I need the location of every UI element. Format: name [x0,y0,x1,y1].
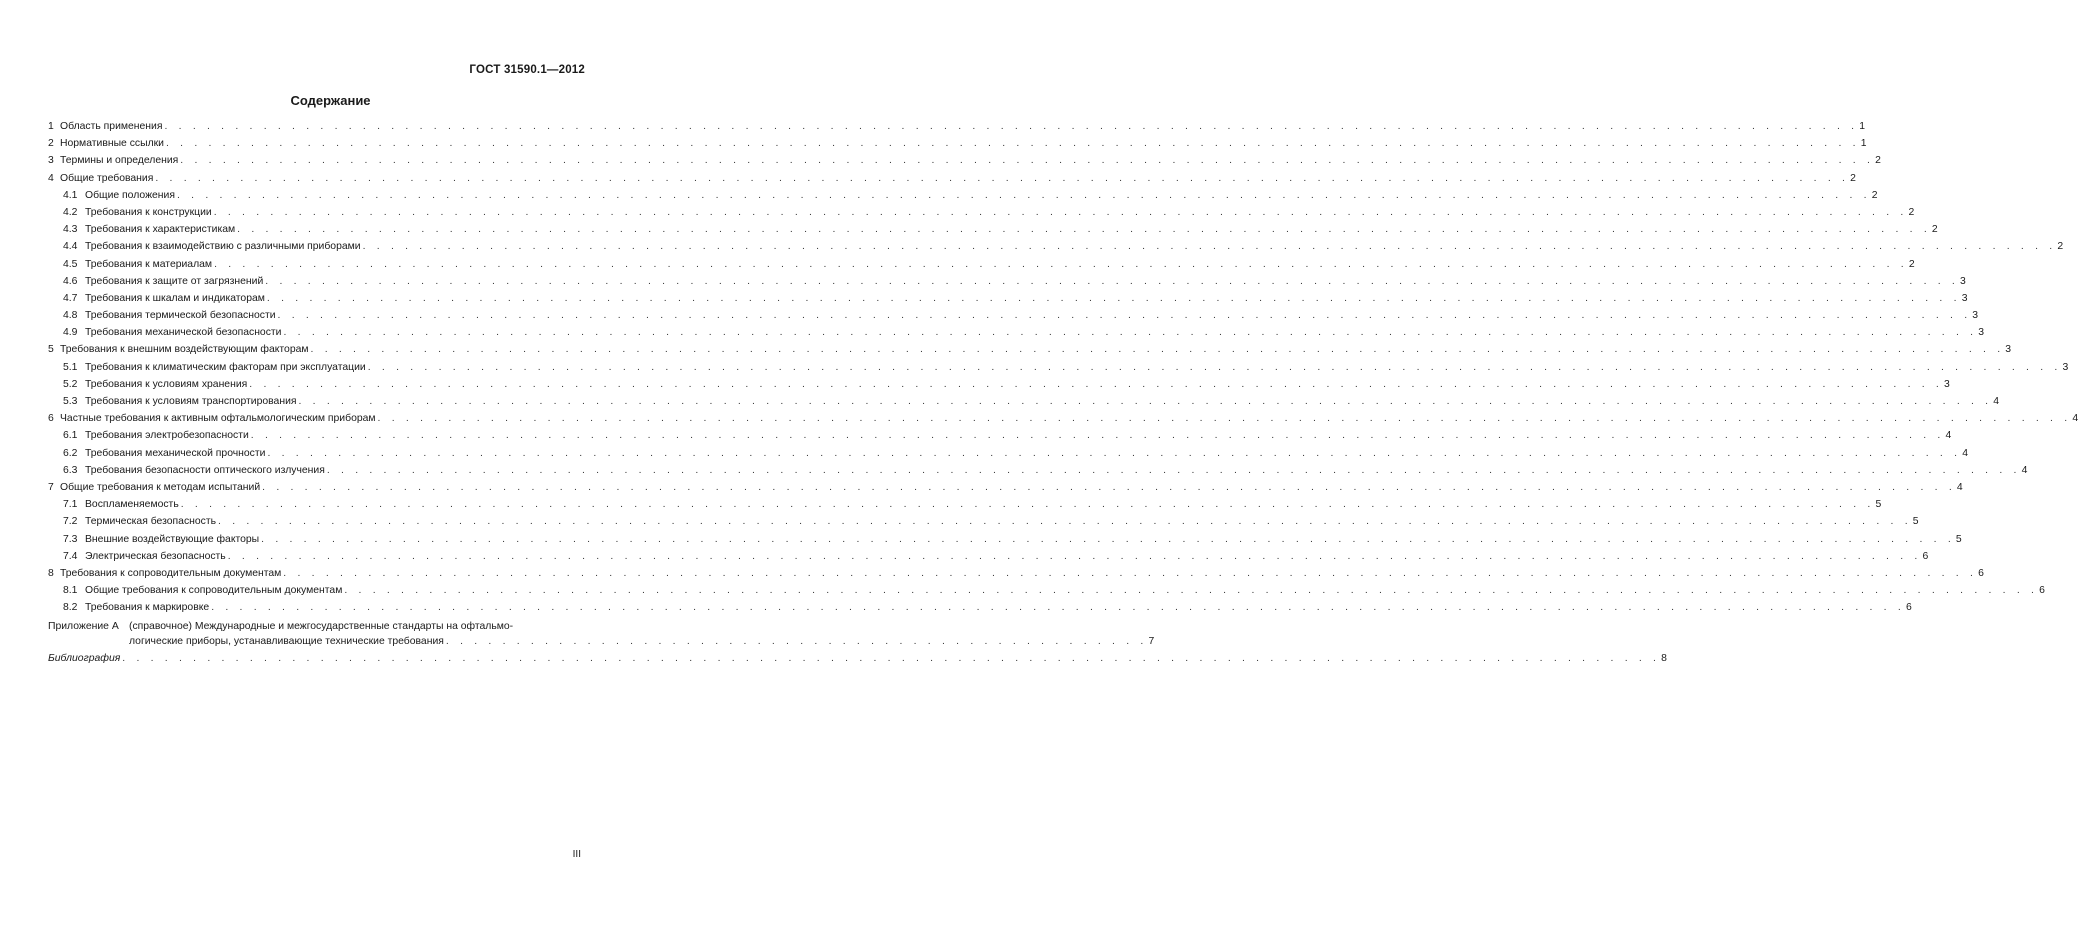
toc-entry[interactable] [48,499,1882,516]
toc-entry[interactable] [48,361,2069,379]
leader-dots: . . . . . . . . . . . . . . . . . . . . . . . . . . . . . . . . . . . . . . . . . . . . . . . . . . . . . . . . . . . . . . . . . . . . . . . . . . . . . . . . . . . . . . . . . . . . . . . . . . . . . . . . . . . . . . . . . . . . . . . . [310,344,2005,356]
toc-entry[interactable] [48,378,1950,396]
toc-entry-label: Требования термической безопасности [85,310,276,322]
leader-dots: . . . . . . . . . . . . . . . . . . . . . . . . . . . . . . . . . . . . . . . . . . . . . . . . . . . . . . . . . . . . . . . . . . . . . . . . . . . . . . . . . . . . . . . . . . . . . . . . . . . . . . . . . . . . . . . . . . . . . . . . [165,138,1860,150]
leader-dots: . . . . . . . . . . . . . . . . . . . . . . . . . . . . . . . . . . . . . . . . . . . . . . . . . . . . . . . . . . . . . . . . . . . . . . . . . . . . . . . . . . . . . . . . . . . . . . . . . . . . . . . . . . . . . . . . . . . . . . . . [164,121,1859,132]
toc-entry-label: Общие требования к методам испытаний [60,481,261,493]
toc-entry-page-number: 6 [1922,550,1929,562]
leader-dots: . . . . . . . . . . . . . . . . . . . . . . . . . . . . . . . . . . . . . . . . . . . . . . . . . . . . . . . . . . . . . . . . . . . . . . . . . . . . . . . . . . . . . . . . . . . . . . . . . . . . . . . . . . . . . . . . . . . . . . . . [180,155,1875,167]
toc-bibliography-entry[interactable] [48,653,1667,670]
toc-entry-label: Термины и определения [60,155,179,167]
toc-entry-label: Требования механической безопасности [85,327,282,339]
leader-dots: . . . . . . . . . . . . . . . . . . . . . . . . . . . . . . . . . . . . . . . . . . . . . . . . . . . . . . . . . . . . . . . . . . . . . . . . . . . . . . . . . . . . . . . . . . . . . . . . . . . . . . . . . . . . . . . . . . . . . . . . [298,396,1993,407]
toc-entry-number: 6 [48,413,54,425]
toc-entry-page-number: 3 [2005,344,2012,356]
toc-entry-label: Внешние воздействующие факторы [85,533,260,545]
toc-entry[interactable] [48,206,1915,224]
toc-entry-page-number: 4 [1993,396,2000,407]
toc-entry-page-number: 1 [1859,121,1866,132]
toc-entry-label: Электрическая безопасность [85,550,226,562]
toc-entry-label: Термическая безопасность [85,516,217,528]
toc-entry-page-number: 6 [1978,567,1984,579]
toc-entry-page-number: 6 [2039,585,2045,597]
toc-entry-page-number: 4 [2021,464,2028,476]
toc-entry-label: Требования к маркировке [85,602,210,614]
toc-entry-number: 7 [48,481,54,493]
toc-entry-number: 8 [48,567,54,579]
appendix-page-number: 7 [1148,636,1155,648]
toc-entry-page-number: 3 [2062,361,2069,373]
appendix-body [129,621,1154,653]
toc-entry-label: Требования к характеристикам [85,224,236,236]
toc-entry-page-number: 2 [1850,172,1856,184]
toc-entry-label: Требования к условиям транспортирования [85,396,297,407]
leader-dots: . . . . . . . . . . . . . . . . . . . . . . . . . . . . . . . . . . . . . . . . . . . . . . . . . . . . . . . . . . . . . . . . . . . . . . . . . . . . . . . . . . . . . . . . . . . . . . . . . . . . . . . . . . . . . . . . . . . . . . . . [218,516,1912,528]
toc-entry-page-number: 3 [1978,327,1985,339]
toc-entry-number: 5.1 [63,361,78,373]
toc-entry-number: 5.3 [63,396,78,407]
toc-entry-page-number: 6 [1905,602,1912,614]
toc-entry[interactable] [48,172,1856,190]
leader-dots: . . . . . . . . . . . . . . . . . . . . . . . . . . . . . . . . . . . . . . . . . . . . . . . . . . . . . . . . . . . . . . . . . . . . . . . . . . . . . . . . . . . . . . . . . . . . . . . . . . . . . . . . . . . . . . . . . . . . . . . . [213,206,1908,218]
leader-dots: . . . . . . . . . . . . . . . . . . . . . . . . . . . . . . . . . . . . . . . . . . . . . . . . . . . . . . . . . . . . . . . . . . . . . . . . . . . . . . . . . . . . . . . . . . . . . . . . . . . . . . . . . . . . . . . . . . . . . . . . [265,275,1960,287]
leader-dots: . . . . . . . . . . . . . . . . . . . . . . . . . . . . . . . . . . . . . . . . . . . . . . . . . . . . . . . . . . . . . . . . . . . . . . . . . . . . . . . . . . . . . . . . . . . . . . . . . . . . . . . . . . . . . . . . . . . . . . . . [176,189,1871,201]
toc-entry-page-number: 5 [1955,533,1962,545]
toc-entry-label: Требования к конструкции [85,206,212,218]
toc-entry-number: 4.8 [63,310,78,322]
toc-entry-label: Требования безопасности оптического излучения [85,464,325,476]
toc-entry[interactable] [48,516,1919,533]
toc-entry[interactable] [48,310,1979,327]
toc-entry[interactable] [48,258,1915,276]
toc-entry-label: Частные требования к активным офтальмологическим приборам [60,413,376,425]
appendix-title-line2-row [129,636,1154,653]
leader-dots: . . . . . . . . . . . . . . . . . . . . . . . . . . . . . . . . . . . . . . . . . . . . . . . . . . . . . . . . . . . . . . . . . . . . . . . . . . . . . . . . . . . . . . . . . . . . . . . . . . . . . . . . . . . . . . . . . . . . . . . . [227,550,1922,562]
toc-entry-label: Общие требования [60,172,154,184]
leader-dots: . . . . . . . . . . . . . . . . . . . . . . . . . . . . . . . . . . . . . . . . . . . . . . . . . . . . . . . . . . . . . . . . . . . . . . . . . . . . . . . . . . . . . . . . . . . . . . . . . . . . . . . . . . . . . . . . . . . . . . . . [180,499,1875,511]
toc-entry[interactable] [48,447,1968,465]
toc-entry-label: Требования электробезопасности [85,430,249,442]
toc-entry-number: 4.5 [63,258,78,270]
toc-entry[interactable] [48,327,1985,344]
toc-entry-page-number: 4 [1962,447,1968,459]
toc-entry[interactable] [48,155,1881,172]
toc-entry-number: 6.2 [63,447,78,459]
toc-title: Содержание [290,93,371,108]
leader-dots: . . . . . . . . . . . . . . . . . . . . . . . . . . . . . . . . . . . . . . . . . . . . . . . . . . . . . . . . . . . . . . . . . . . . . . . . . . . . . . . . . . . . . . . . . . . . . . . . . . . . . . . . . . . . . . . . . . . . . . . . [283,327,1978,339]
toc-entry-page-number: 4 [1945,430,1952,442]
toc-entry-page-number: 2 [1871,189,1878,201]
leader-dots: . . . . . . . . . . . . . . . . . . . . . . . . . . . . . . . . . . . . . . . . . . . . . . . . . . . . . . . . . . . . . . . . . . . . . . . . . . . . . . . . . . . . . . . . . . . . . . . . . . . . . . . . . . . . . . . . . . . . . . . . [262,481,1956,493]
bibliography-page-number: 8 [1661,653,1667,665]
toc-entry[interactable] [48,567,1984,585]
toc-entry-label: Область применения [60,121,163,132]
toc-entry-number: 8.1 [63,585,78,597]
toc-entry-number: 4.7 [63,292,78,304]
toc-entry-number: 6.1 [63,430,78,442]
leader-dots: . . . . . . . . . . . . . . . . . . . . . . . . . . . . . . . . . . . . . . . . . . . . . . . . . . . . . . . . . . . . . . . . . . . . . . . . . . . . . . . . . . . . . . . . . . . . . . . . . . . . . . . . . . . . . . . . . . . . . . . . [249,378,1944,390]
toc-entry-number: 6.3 [63,464,78,476]
toc-entry-label: Требования к внешним воздействующим факторам [60,344,309,356]
toc-entry[interactable] [48,224,1938,241]
toc-entry[interactable] [48,602,1912,619]
leader-dots: . . . . . . . . . . . . . . . . . . . . . . . . . . . . . . . . . . . . . . . . . . . . . . . . . . . . . . . . . . . . . . . . . . . . . . . . . . . . . . . . . . . . . . . . . . . . . . . . . . . . . . . . . . . . . . . . . . . . . . . . [237,224,1931,236]
toc-entry-label: Общие положения [85,189,175,201]
toc-entry[interactable] [48,275,1966,293]
toc-entry-page-number: 4 [1956,481,1963,493]
toc-entry-number: 4.4 [63,241,78,253]
leader-dots: . . . . . . . . . . . . . . . . . . . . . . . . . . . . . . . . . . . . . . . . . . . . . . . . . . . . . . . . . . . . . . . . . . . . . . . . . . . . . . . . . . . . . . . . . . . . . . . . . . . . . . . . . . . . . . . . . . . . . . . . [362,241,2057,253]
toc-entry-number: 4.2 [63,206,78,218]
toc-entry-number: 7.2 [63,516,78,528]
toc-entry-number: 7.4 [63,550,78,562]
standard-number: ГОСТ 31590.1—2012 [469,64,585,76]
toc-entry[interactable] [48,585,2045,602]
toc-entry-page-number: 3 [1960,275,1966,287]
leader-dots: . . . . . . . . . . . . . . . . . . . . . . . . . . . . . . . . . . . . . . . . . . . . . . . . . . . . . . . . . . . . . . . . . . . . . . . . . . . . . . . . . . . . . . . . . . . . . . . . . . . . . . . . . . . . . . . . . . . . . . . . [277,310,1972,322]
leader-dots: . . . . . . . . . . . . . . . . . . . . . . . . . . . . . . . . . . . . . . . . . . . . . . . . . . . . . . . . . . . . . . . . . . . . . . . . . . . . . . . . . . . . . . . . . . . . . . . . . . . . . . . . . . . . . . . . . . . . . . . . [344,585,2039,597]
leader-dots: . . . . . . . . . . . . . . . . . . . . . . . . . . . . . . . . . . . . . . . . . . . . . . . . . . . . . . . . . . . . . . . . . . . . . . . . . . . . . . . . . . . . . . . . . . . . . . . . . . . . . . . . . . . . . [122,653,1661,665]
toc-entry-page-number: 1 [1860,138,1867,150]
leader-dots: . . . . . . . . . . . . . . . . . . . . . . . . . . . . . . . . . . . . . . . . . . . . . . . . . . . . . . . . . . . . . . . . . . . . . . . . . . . . . . . . . . . . . . . . . . . . . . . . . . . . . . . . . . . . . . . . . . . . . . . . [250,430,1945,442]
toc-entry-number: 4 [48,172,54,184]
leader-dots: . . . . . . . . . . . . . . . . . . . . . . . . . . . . . . . . . . . . . . . . . . . . . . . . . . . . . . . . . . . . . . . . . . . . . . . . . . . . . . . . . . . . . . . . . . . . . . . . . . . . . . . . . . . . . . . . . . . . . . . . [261,533,1955,545]
leader-dots: . . . . . . . . . . . . . . . . . . . . . . . . . . . . . . . . . . . . . . . . . . . . . . . . . . . . . . . . . . . . . . . . . . . . . . . . . . . . . . . . . . . . . . . . . . . . . . . . . . . . . . . . . . . . . . . . . . . . . . . . [326,464,2021,476]
leader-dots: . . . . . . . . . . . . . . . . . . . . . . . . . . . . . . . . . . . . . . . . . . . . . . . . . . . . . . . . . . . . . . . . . . . . . . . . . . . . . . . . . . . . . . . . . . . . . . . . . . . . . . . . . . . . . . . . . . . . . . . . [266,292,1961,304]
toc-entry-number: 7.3 [63,533,78,545]
page-number-roman: III [572,849,581,860]
toc-entry-number: 4.6 [63,275,78,287]
toc-entry[interactable] [48,396,2000,413]
toc-entry[interactable] [48,189,1878,207]
appendix-title-line1: (справочное) Международные и межгосударственные стандарты на офтальмо- [129,621,514,633]
toc-entry-number: 5.2 [63,378,78,390]
toc-entry-page-number: 2 [1875,155,1881,167]
toc-entry-page-number: 5 [1875,499,1882,511]
toc-entry[interactable] [48,464,2028,482]
table-of-contents [48,121,2078,671]
toc-entry[interactable] [48,241,2064,258]
toc-entry[interactable] [48,138,1867,155]
toc-entry-label: Воспламеняемость [85,499,179,511]
leader-dots: . . . . . . . . . . . . . . . . . . . . . . . . . . . . . . . . . . . . . . . . . . . . . . . . . . . . . . . . . . . . . . . . . . . . . . . . . . . . . . . . . . . . . . . . . . . . . . . . . . . . . . . . . . . . . . . . . . . . . . . . [367,361,2062,373]
toc-rows [48,121,2078,619]
toc-entry-label: Требования к материалам [85,258,213,270]
toc-entry-number: 4.3 [63,224,78,236]
toc-entry[interactable] [48,344,2012,361]
toc-entry-number: 7.1 [63,499,78,511]
toc-entry-label: Общие требования к сопроводительным документам [85,585,343,597]
toc-entry-page-number: 3 [1972,310,1979,322]
leader-dots: . . . . . . . . . . . . . . . . . . . . . . . . . . . . . . . . . . . . . . . . . . . . . . . . . . [445,636,1148,648]
toc-entry-label: Требования к климатическим факторам при эксплуатации [85,361,366,373]
toc-entry[interactable] [48,481,1963,499]
toc-entry[interactable] [48,121,1866,138]
toc-entry-page-number: 2 [1931,224,1938,236]
toc-entry-number: 5 [48,344,54,356]
appendix-title-line2: логические приборы, устанавливающие технические требования [129,636,444,648]
leader-dots: . . . . . . . . . . . . . . . . . . . . . . . . . . . . . . . . . . . . . . . . . . . . . . . . . . . . . . . . . . . . . . . . . . . . . . . . . . . . . . . . . . . . . . . . . . . . . . . . . . . . . . . . . . . . . . . . . . . . . . . . [155,172,1850,184]
leader-dots: . . . . . . . . . . . . . . . . . . . . . . . . . . . . . . . . . . . . . . . . . . . . . . . . . . . . . . . . . . . . . . . . . . . . . . . . . . . . . . . . . . . . . . . . . . . . . . . . . . . . . . . . . . . . . . . . . . . . . . . . [377,413,2072,425]
leader-dots: . . . . . . . . . . . . . . . . . . . . . . . . . . . . . . . . . . . . . . . . . . . . . . . . . . . . . . . . . . . . . . . . . . . . . . . . . . . . . . . . . . . . . . . . . . . . . . . . . . . . . . . . . . . . . . . . . . . . . . . . [267,447,1962,459]
toc-entry-page-number: 3 [1944,378,1950,390]
toc-entry[interactable] [48,430,1952,447]
toc-entry[interactable] [48,550,1929,568]
leader-dots: . . . . . . . . . . . . . . . . . . . . . . . . . . . . . . . . . . . . . . . . . . . . . . . . . . . . . . . . . . . . . . . . . . . . . . . . . . . . . . . . . . . . . . . . . . . . . . . . . . . . . . . . . . . . . . . . . . . . . . . . [214,258,1908,270]
toc-entry-label: Требования к сопроводительным документам [60,567,282,579]
toc-entry[interactable] [48,413,2078,430]
toc-entry-number: 1 [48,121,54,132]
toc-entry-label: Требования к взаимодействию с различными приборами [85,241,361,253]
toc-entry-number: 3 [48,155,54,167]
toc-entry-label: Требования к шкалам и индикаторам [85,292,265,304]
toc-entry-number: 4.9 [63,327,78,339]
toc-entry-number: 8.2 [63,602,78,614]
leader-dots: . . . . . . . . . . . . . . . . . . . . . . . . . . . . . . . . . . . . . . . . . . . . . . . . . . . . . . . . . . . . . . . . . . . . . . . . . . . . . . . . . . . . . . . . . . . . . . . . . . . . . . . . . . . . . . . . . . . . . . . . [211,602,1905,614]
toc-entry-page-number: 3 [1961,292,1968,304]
toc-entry-page-number: 5 [1912,516,1919,528]
toc-entry-page-number: 2 [2057,241,2064,253]
bibliography-label: Библиография [48,653,121,665]
toc-entry-label: Требования к защите от загрязнений [85,275,264,287]
toc-entry-label: Требования механической прочности [85,447,266,459]
leader-dots: . . . . . . . . . . . . . . . . . . . . . . . . . . . . . . . . . . . . . . . . . . . . . . . . . . . . . . . . . . . . . . . . . . . . . . . . . . . . . . . . . . . . . . . . . . . . . . . . . . . . . . . . . . . . . . . . . . . . . . . . [283,567,1978,579]
toc-entry-page-number: 2 [1908,206,1915,218]
toc-entry-label: Требования к условиям хранения [85,378,248,390]
toc-entry-page-number: 4 [2072,413,2078,425]
toc-entry-number: 4.1 [63,189,78,201]
toc-entry[interactable] [48,533,1962,551]
appendix-label: Приложение А [48,621,119,633]
toc-entry-number: 2 [48,138,54,150]
toc-appendix-entry[interactable] [48,621,1155,653]
toc-entry[interactable] [48,292,1968,310]
toc-entry-label: Нормативные ссылки [60,138,164,150]
toc-entry-page-number: 2 [1908,258,1915,270]
